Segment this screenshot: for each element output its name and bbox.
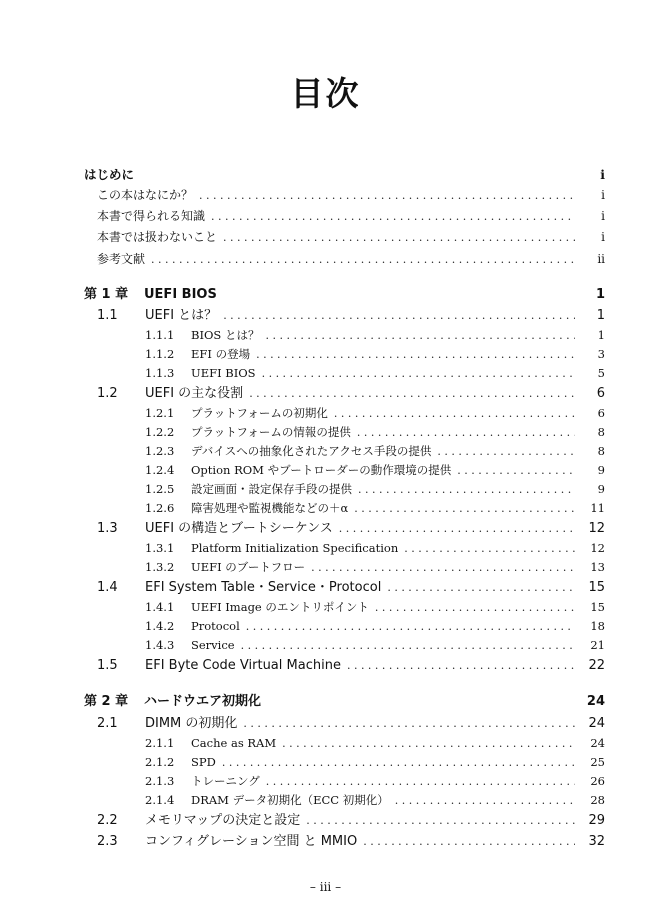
page-number-footer: – iii – [309, 880, 342, 894]
section-title: コンフィグレーション空間 と MMIO [145, 834, 358, 849]
section-title: メモリマップの決定と設定 [145, 813, 301, 828]
toc-page: 25 [590, 755, 605, 769]
toc-page: 6 [597, 406, 605, 420]
leader-dots [243, 715, 575, 732]
toc-page: 6 [596, 386, 605, 401]
subsection-number: 1.4.1 [145, 600, 175, 614]
toc-page: 22 [588, 658, 605, 673]
toc-subsection[interactable] [0, 540, 651, 557]
leader-dots [339, 520, 575, 537]
toc-subsection[interactable] [0, 773, 651, 790]
subsection-title: UEFI のブートフロー [191, 560, 306, 574]
leader-dots [222, 754, 575, 771]
toc-page: 12 [588, 521, 605, 536]
toc-label: 本書で得られる知識 [97, 209, 206, 223]
leader-dots [211, 208, 575, 225]
subsection-number: 1.1.2 [145, 347, 175, 361]
toc-subsection[interactable] [0, 481, 651, 498]
toc-subsection[interactable] [0, 500, 651, 517]
leader-dots [387, 579, 575, 596]
section-number: 1.1 [97, 308, 118, 323]
subsection-title: SPD [191, 755, 216, 769]
toc-page: 1 [597, 328, 605, 342]
subsection-title: EFI の登場 [191, 347, 251, 361]
subsection-number: 1.4.3 [145, 638, 175, 652]
subsection-title: Platform Initialization Specification [191, 541, 399, 555]
toc-section[interactable] [0, 579, 651, 596]
toc-page: 26 [590, 774, 605, 788]
toc-subsection[interactable] [0, 365, 651, 382]
chapter-title: UEFI BIOS [144, 287, 217, 302]
section-title: UEFI の構造とブートシーケンス [145, 521, 333, 536]
leader-dots [249, 385, 575, 402]
subsection-title: Option ROM やブートローダーの動作環境の提供 [191, 463, 452, 477]
subsection-title: Service [191, 638, 235, 652]
toc-section[interactable] [0, 833, 651, 850]
subsection-number: 1.3.2 [145, 560, 175, 574]
subsection-title: Cache as RAM [191, 736, 277, 750]
toc-page: 3 [597, 347, 605, 361]
toc-page: 8 [597, 425, 605, 439]
leader-dots [282, 735, 575, 752]
subsection-number: 1.2.6 [145, 501, 175, 515]
leader-dots [334, 405, 575, 422]
leader-dots [151, 251, 575, 268]
toc-label: この本はなにか？ [97, 188, 194, 202]
subsection-title: プラットフォームの初期化 [191, 406, 328, 420]
toc-page: 18 [590, 619, 605, 633]
toc-page: i [600, 167, 605, 182]
toc-page: 1 [595, 287, 605, 302]
section-title: DIMM の初期化 [145, 716, 238, 731]
subsection-title: 設定画面・設定保存手段の提供 [191, 482, 352, 496]
toc-section[interactable] [0, 385, 651, 402]
subsection-number: 2.1.3 [145, 774, 175, 788]
subsection-title: 障害処理や監視機能などの＋α [191, 501, 349, 515]
section-title: UEFI とは？ [145, 308, 218, 323]
toc-section[interactable] [0, 657, 651, 674]
leader-dots [256, 346, 575, 363]
section-number: 1.4 [97, 580, 118, 595]
subsection-number: 2.1.2 [145, 755, 175, 769]
toc-page: 11 [590, 501, 605, 515]
section-title: EFI Byte Code Virtual Machine [145, 658, 341, 673]
leader-dots [363, 833, 575, 850]
toc-subsection[interactable] [0, 559, 651, 576]
leader-dots [457, 462, 575, 479]
subsection-title: トレーニング [191, 774, 260, 788]
toc-page: 9 [597, 463, 605, 477]
toc-page: 29 [588, 813, 605, 828]
leader-dots [347, 657, 575, 674]
toc-section[interactable] [0, 307, 651, 324]
leader-dots [262, 365, 575, 382]
subsection-number: 1.2.1 [145, 406, 175, 420]
subsection-number: 1.1.1 [145, 328, 175, 342]
leader-dots [311, 559, 575, 576]
subsection-title: プラットフォームの情報の提供 [191, 425, 351, 439]
subsection-number: 2.1.4 [145, 793, 175, 807]
subsection-number: 1.1.3 [145, 366, 175, 380]
toc-page: 24 [586, 694, 605, 709]
toc-page: 15 [590, 600, 605, 614]
subsection-title: デバイスへの抽象化されたアクセス手段の提供 [191, 444, 432, 458]
leader-dots [358, 481, 575, 498]
subsection-title: Protocol [191, 619, 240, 633]
toc-subsection[interactable] [0, 754, 651, 771]
subsection-number: 1.3.1 [145, 541, 175, 555]
toc-page: 1 [596, 308, 605, 323]
subsection-number: 1.2.4 [145, 463, 175, 477]
toc-label: はじめに [84, 167, 135, 182]
toc-front-item[interactable] [0, 229, 651, 246]
toc-page: 21 [590, 638, 605, 652]
section-number: 2.2 [97, 813, 118, 828]
toc-page: 8 [597, 444, 605, 458]
section-number: 1.2 [97, 386, 118, 401]
subsection-number: 1.2.5 [145, 482, 175, 496]
toc-page: 9 [597, 482, 605, 496]
subsection-number: 2.1.1 [145, 736, 175, 750]
section-number: 2.3 [97, 834, 118, 849]
toc-front-item[interactable] [0, 208, 651, 225]
leader-dots [354, 500, 575, 517]
toc-front-item[interactable] [0, 251, 651, 268]
leader-dots [246, 618, 575, 635]
section-number: 1.3 [97, 521, 118, 536]
toc-page: 13 [590, 560, 605, 574]
leader-dots [241, 637, 575, 654]
leader-dots [199, 187, 575, 204]
subsection-number: 1.2.3 [145, 444, 175, 458]
subsection-number: 1.2.2 [145, 425, 175, 439]
leader-dots [404, 540, 575, 557]
toc-subsection[interactable] [0, 637, 651, 654]
toc-subsection[interactable] [0, 424, 651, 441]
leader-dots [306, 812, 575, 829]
toc-subsection[interactable] [0, 618, 651, 635]
leader-dots [395, 792, 575, 809]
toc-subsection[interactable] [0, 443, 651, 460]
toc-section[interactable] [0, 715, 651, 732]
toc-chapter[interactable] [0, 693, 651, 710]
section-title: EFI System Table・Service・Protocol [145, 580, 382, 595]
toc-subsection[interactable] [0, 599, 651, 616]
toc-section[interactable] [0, 812, 651, 829]
section-number: 1.5 [97, 658, 118, 673]
page-title: 目次 [290, 74, 361, 113]
leader-dots [223, 307, 575, 324]
leader-dots [437, 443, 575, 460]
toc-label: 本書では扱わないこと [97, 230, 218, 244]
toc-front-heading[interactable] [0, 166, 651, 183]
subsection-title: BIOS とは？ [191, 328, 260, 342]
chapter-number: 第 1 章 [84, 287, 129, 302]
leader-dots [265, 327, 575, 344]
toc-page: 24 [588, 716, 605, 731]
toc-subsection[interactable] [0, 462, 651, 479]
leader-dots [266, 773, 575, 790]
toc-chapter[interactable] [0, 286, 651, 303]
leader-dots [357, 424, 575, 441]
toc-subsection[interactable] [0, 346, 651, 363]
toc-subsection[interactable] [0, 327, 651, 344]
subsection-title: UEFI BIOS [191, 366, 256, 380]
subsection-title: DRAM データ初期化（ECC 初期化） [191, 793, 389, 807]
toc-page: 12 [590, 541, 605, 555]
toc-page: i [601, 209, 605, 223]
toc-page: i [601, 188, 605, 202]
toc-page: 28 [590, 793, 605, 807]
toc-subsection[interactable] [0, 405, 651, 422]
toc-page: ii [597, 252, 605, 266]
toc-label: 参考文献 [97, 252, 146, 266]
subsection-number: 1.4.2 [145, 619, 175, 633]
section-title: UEFI の主な役割 [145, 386, 244, 401]
leader-dots [375, 599, 575, 616]
toc-section[interactable] [0, 520, 651, 537]
subsection-title: UEFI Image のエントリポイント [191, 600, 369, 614]
toc-page: 24 [590, 736, 605, 750]
toc-page: 32 [588, 834, 605, 849]
chapter-number: 第 2 章 [84, 694, 129, 709]
toc-page: 15 [588, 580, 605, 595]
leader-dots [223, 229, 575, 246]
toc-subsection[interactable] [0, 735, 651, 752]
toc-subsection[interactable] [0, 792, 651, 809]
toc-front-item[interactable] [0, 187, 651, 204]
toc-page: 5 [597, 366, 605, 380]
chapter-title: ハードウエア初期化 [144, 694, 262, 709]
toc-page: i [601, 230, 605, 244]
section-number: 2.1 [97, 716, 118, 731]
